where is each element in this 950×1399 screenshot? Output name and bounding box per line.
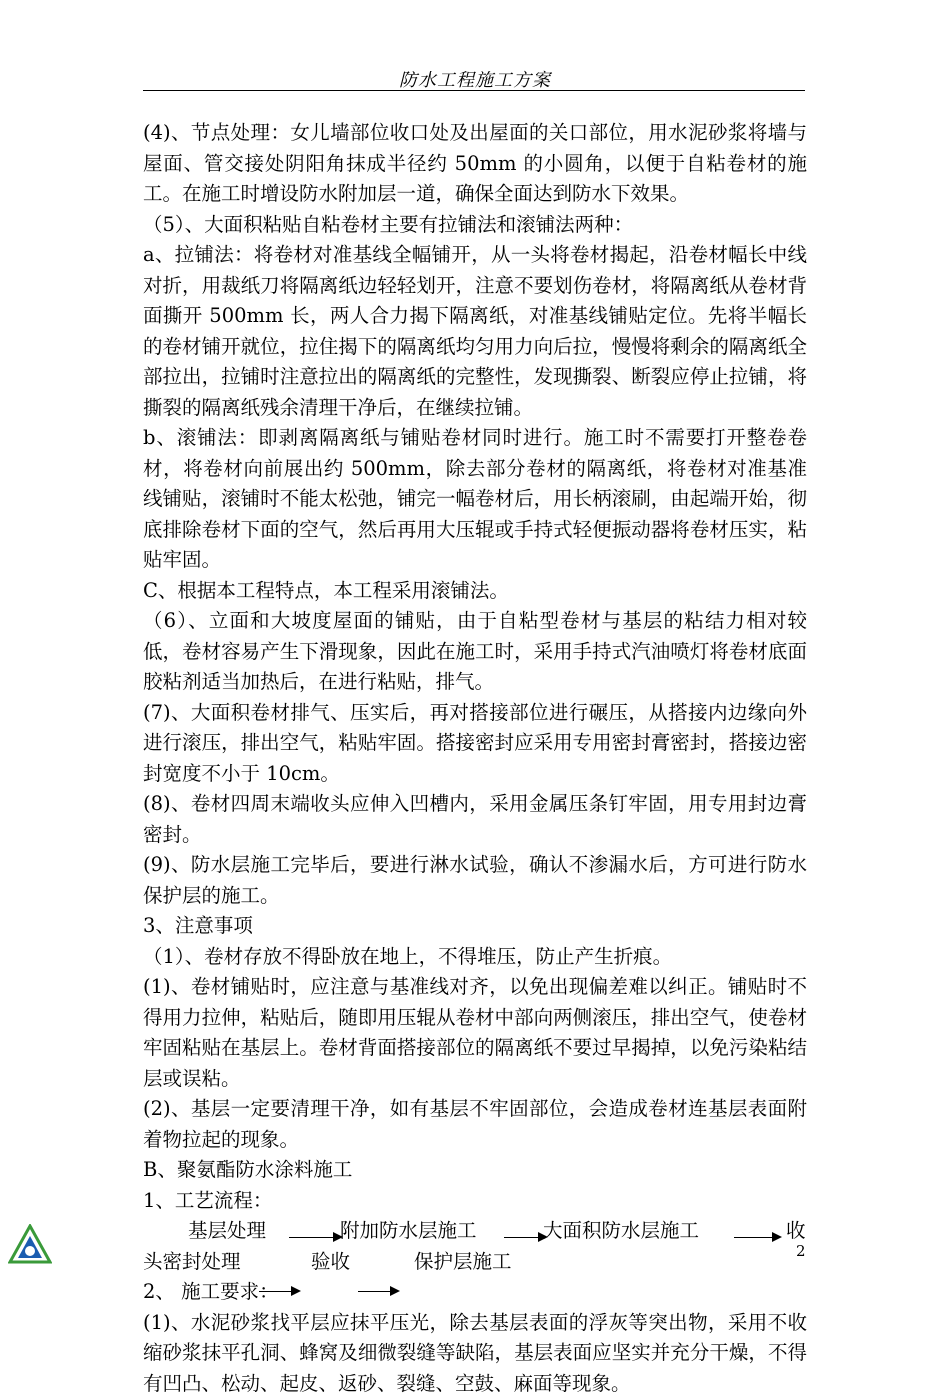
paragraph-edge-termination: (8)、卷材四周末端收头应伸入凹槽内，采用金属压条钉牢固，用专用封边膏密封。 <box>143 789 807 850</box>
flow-arrow-icon <box>259 1291 299 1292</box>
paragraph-leveling-layer: (1)、水泥砂浆找平层应抹平压光，除去基层表面的浮灰等突出物，采用不收缩砂浆抹平孔洞、蜂窝及细微裂缝等缺陷，基层表面应坚实并充分干燥，不得有凹凸、松动、起皮、返砂、裂缝、空鼓、麻面等现象。 <box>143 1308 807 1399</box>
flow-arrow-icon <box>734 1237 780 1238</box>
paragraph-water-test: (9)、防水层施工完毕后，要进行淋水试验，确认不渗漏水后，方可进行防水保护层的施工。 <box>143 850 807 911</box>
section-heading-polyurethane: B、聚氨酯防水涂料施工 <box>143 1155 807 1186</box>
section-heading-requirements: 2、 施工要求： <box>143 1277 807 1308</box>
flow-step-large-area-layer: 大面积防水层施工 <box>543 1216 699 1247</box>
flow-step-protection-layer: 保护层施工 <box>414 1247 512 1278</box>
flow-arrow-icon <box>504 1237 546 1238</box>
flow-step-sealing-part2: 头密封处理 <box>143 1247 241 1278</box>
document-body <box>143 118 807 1399</box>
header-divider <box>143 90 805 91</box>
process-flow-diagram <box>143 1216 807 1277</box>
flow-step-additional-layer: 附加防水层施工 <box>340 1216 477 1247</box>
paragraph-pull-method: a、拉铺法：将卷材对准基线全幅铺开，从一头将卷材揭起，沿卷材幅长中线对折，用裁纸刀将隔离纸边轻轻划开，注意不要划伤卷材，将隔离纸从卷材背面撕开 500mm 长，两人合力揭下隔离纸，对准基线铺贴定位。先将半幅长的卷材铺开就位，拉住揭下的隔离纸均匀用力向后拉，慢慢将剩余的隔离纸全部拉出，拉铺时注意拉出的隔离纸的完整性，发现撕裂、断裂应停止拉铺，将撕裂的隔离纸残余清理干净后，在继续拉铺。 <box>143 240 807 423</box>
flow-step-base-treatment: 基层处理 <box>188 1216 266 1247</box>
paragraph-roll-method: b、滚铺法：即剥离隔离纸与铺贴卷材同时进行。施工时不需要打开整卷卷材，将卷材向前展出约 500mm，除去部分卷材的隔离纸，将卷材对准基准线铺贴，滚铺时不能太松弛，铺完一幅卷材后，用长柄滚刷，由起端开始，彻底排除卷材下面的空气，然后再用大压辊或手持式轻便振动器将卷材压实，粘贴牢固。 <box>143 423 807 576</box>
paragraph-method-choice: C、根据本工程特点，本工程采用滚铺法。 <box>143 576 807 607</box>
paragraph-node-treatment: (4)、节点处理：女儿墙部位收口处及出屋面的关口部位，用水泥砂浆将墙与屋面、管交接处阴阳角抹成半径约 50mm 的小圆角，以便于自粘卷材的施工。在施工时增设防水附加层一道，确保全面达到防水下效果。 <box>143 118 807 210</box>
paragraph-overlap-rolling: (7)、大面积卷材排气、压实后，再对搭接部位进行碾压，从搭接内边缘向外进行滚压，排出空气，粘贴牢固。搭接密封应采用专用密封膏密封，搭接边密封宽度不小于 10cm。 <box>143 698 807 790</box>
paragraph-vertical-surfaces: （6）、立面和大坡度屋面的铺贴，由于自粘型卷材与基层的粘结力相对较低，卷材容易产生下滑现象，因此在施工时，采用手持式汽油喷灯将卷材底面胶粘剂适当加热后，在进行粘贴，排气。 <box>143 606 807 698</box>
flow-step-acceptance: 验收 <box>311 1247 350 1278</box>
section-heading-process-flow: 1、工艺流程： <box>143 1186 807 1217</box>
flow-arrow-icon <box>289 1237 341 1238</box>
page-number: 2 <box>796 1242 806 1260</box>
flow-arrow-icon <box>358 1291 398 1292</box>
paragraph-alignment-note: (1)、卷材铺贴时，应注意与基准线对齐，以免出现偏差难以纠正。铺贴时不得用力拉伸，粘贴后，随即用压辊从卷材中部向两侧滚压，排出空气，使卷材牢固粘贴在基层上。卷材背面搭接部位的隔离纸不要过早揭掉，以免污染粘结层或误粘。 <box>143 972 807 1094</box>
company-logo-icon <box>8 1224 52 1264</box>
page-header-title: 防水工程施工方案 <box>0 66 950 92</box>
paragraph-storage-note: （1）、卷材存放不得卧放在地上，不得堆压，防止产生折痕。 <box>143 942 807 973</box>
section-heading-notes: 3、注意事项 <box>143 911 807 942</box>
flow-step-sealing-part1: 收 <box>786 1216 806 1247</box>
construction-requirements-block <box>143 1277 807 1399</box>
paragraph-base-cleaning-note: (2)、基层一定要清理干净，如有基层不牢固部位，会造成卷材连基层表面附着物拉起的现象。 <box>143 1094 807 1155</box>
paragraph-methods-intro: （5）、大面积粘贴自粘卷材主要有拉铺法和滚铺法两种： <box>143 210 807 241</box>
